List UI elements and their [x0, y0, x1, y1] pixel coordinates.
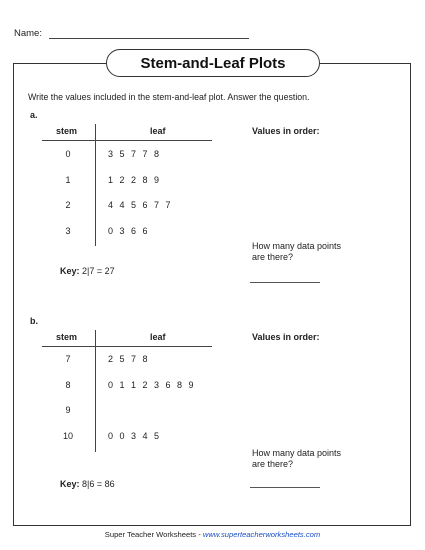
leaf-header: leaf	[150, 332, 166, 342]
key-value: 2|7 = 27	[82, 266, 115, 276]
values-in-order-label: Values in order:	[252, 332, 320, 342]
key-label: Key:	[60, 266, 80, 276]
stem-cell: 10	[62, 431, 73, 441]
leaf-cell: 0 0 3 4 5	[108, 431, 160, 441]
question-line: How many data points	[252, 241, 342, 251]
answer-line[interactable]	[250, 282, 320, 283]
page-title: Stem-and-Leaf Plots	[106, 49, 320, 77]
stem-cell: 2	[65, 200, 71, 210]
table-header-rule	[42, 140, 212, 141]
table-header-rule	[42, 346, 212, 347]
leaf-cell: 4 4 5 6 7 7	[108, 200, 172, 210]
stem-cell: 8	[65, 380, 71, 390]
answer-line[interactable]	[250, 487, 320, 488]
values-in-order-label: Values in order:	[252, 126, 320, 136]
footer-separator: -	[196, 530, 203, 539]
question-line: How many data points	[252, 448, 342, 458]
plot-key	[60, 479, 115, 489]
problem-label: a.	[30, 110, 38, 120]
question	[252, 241, 352, 263]
footer-brand: Super Teacher Worksheets	[104, 530, 197, 539]
leaf-cell: 3 5 7 7 8	[108, 149, 160, 159]
leaf-cell: 1 2 2 8 9	[108, 175, 160, 185]
stem-divider	[95, 330, 96, 452]
plot-key	[60, 266, 115, 276]
name-label: Name:	[14, 28, 42, 39]
instructions: Write the values included in the stem-and-leaf plot. Answer the question.	[28, 92, 310, 102]
key-label: Key:	[60, 479, 80, 489]
footer-link[interactable]: www.superteacherworksheets.com	[202, 530, 321, 539]
stem-header: stem	[56, 332, 78, 342]
question-line: are there?	[252, 252, 294, 262]
stem-cell: 3	[65, 226, 71, 236]
leaf-header: leaf	[150, 126, 166, 136]
key-value: 8|6 = 86	[82, 479, 115, 489]
problem-label: b.	[30, 316, 38, 326]
question-line: are there?	[252, 459, 294, 469]
stem-cell: 1	[65, 175, 71, 185]
question	[252, 448, 352, 470]
leaf-cell: 0 1 1 2 3 6 8 9	[108, 380, 195, 390]
stem-header: stem	[56, 126, 78, 136]
stem-cell: 0	[65, 149, 71, 159]
stem-cell: 7	[65, 354, 71, 364]
stem-divider	[95, 124, 96, 246]
leaf-cell: 2 5 7 8	[108, 354, 149, 364]
leaf-cell: 0 3 6 6	[108, 226, 149, 236]
stem-cell: 9	[65, 405, 71, 415]
name-field[interactable]	[49, 38, 249, 39]
footer	[0, 530, 425, 539]
